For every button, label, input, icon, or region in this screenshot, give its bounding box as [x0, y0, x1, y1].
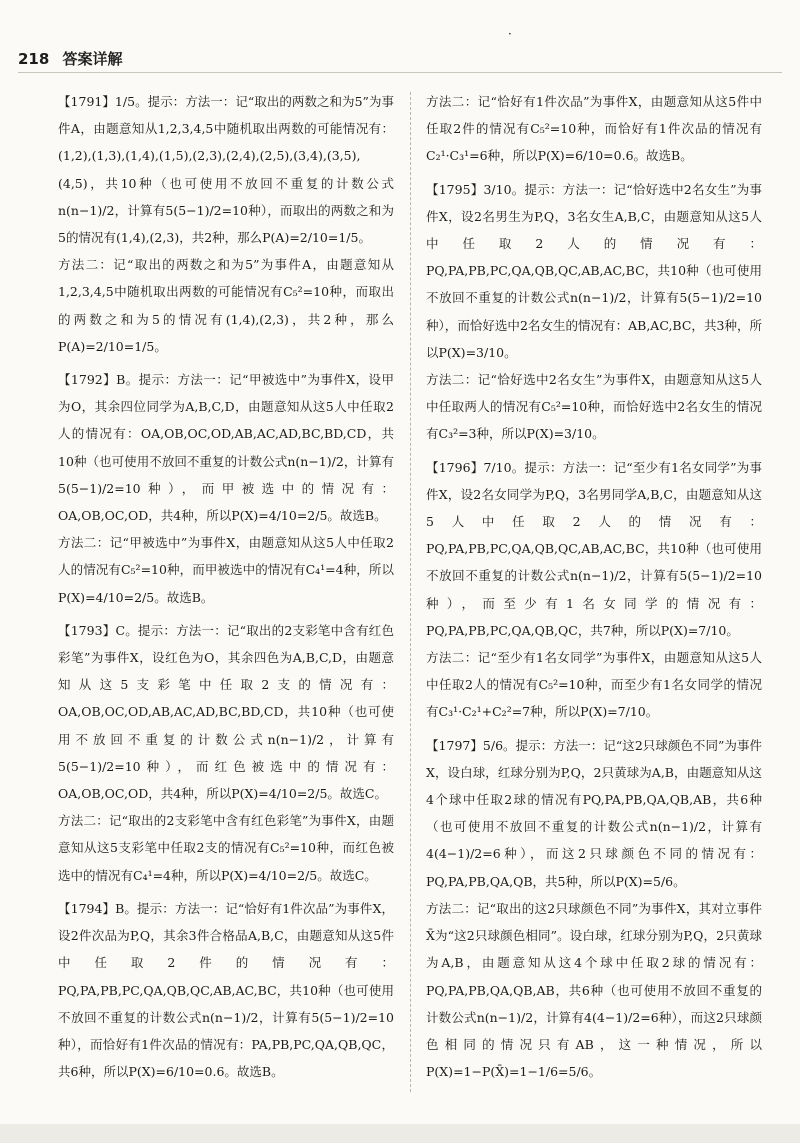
answer-paragraph: 方法二：记“取出的2支彩笔中含有红色彩笔”为事件X，由题意知从这5支彩笔中任取2支的情况有C₅²=10种，而红色被选中的情况有C₄¹=4种，所以P(X)=4/10=2/5。故选C。: [58, 813, 394, 883]
answer-paragraph: 【1795】3/10。提示：方法一：记“恰好选中2名女生”为事件X，设2名男生为P,Q，3名女生A,B,C，由题意知从这5人中任取2人的情况有：PQ,PA,PB,PC,QA,QB,QC,AB,AC,BC，共10种（也可使用不放回不重复的计数公式n(n−1)/2，计算有5(5−1)/2=10种），而恰好选中2名女生的情况有：AB,AC,BC，共3种，所以P(X)=3/10。: [426, 181, 762, 360]
answer-paragraph: 【1797】5/6。提示：方法一：记“这2只球颜色不同”为事件X，设白球，红球分别为P,Q，2只黄球为A,B，由题意知从这4个球中任取2球的情况有PQ,PA,PB,QA,QB,AB，共6种（也可使用不放回不重复的计数公式n(n−1)/2，计算有4(4−1)/2=6种），而这2只球颜色不同的情况有：PQ,PA,PB,QA,QB，共5种，所以P(X)=5/6。: [426, 737, 762, 889]
answer-paragraph: 【1792】B。提示：方法一：记“甲被选中”为事件X，设甲为O，其余四位同学为A,B,C,D，由题意知从这5人中任取2人的情况有：OA,OB,OC,OD,AB,AC,AD,BC,BD,CD，共10种（也可使用不放回不重复的计数公式n(n−1)/2，计算有5(5−1)/2=10种），而甲被选中的情况有：OA,OB,OC,OD，共4种，所以P(X)=4/10=2/5。故选B。: [58, 372, 394, 524]
answer-paragraph: 【1791】1/5。提示：方法一：记“取出的两数之和为5”为事件A，由题意知从1,2,3,4,5中随机取出两数的可能情况有：(1,2),(1,3),(1,4),(1,5),(2,3),(2,4),(2,5),(3,4),(3,5),(4,5)，共10种（也可使用不放回不重复的计数公式n(n−1)/2，计算有5(5−1)/2=10种），而取出的两数之和为5的情况有(1,4),(2,3)，共2种，那么P(A)=2/10=1/5。: [58, 94, 394, 246]
answer-entry-1794-cont: [426, 88, 762, 170]
header-rule: [18, 72, 782, 73]
answer-entry-1793: [58, 617, 394, 889]
left-column: [58, 88, 394, 1085]
column-divider: [410, 92, 411, 1092]
page-header: [18, 48, 123, 69]
answer-paragraph: 方法二：记“取出的这2只球颜色不同”为事件X，其对立事件X̄为“这2只球颜色相同”。设白球，红球分别为P,Q，2只黄球为A,B，由题意知从这4个球中任取2球的情况有：PQ,PA,PB,QA,QB,AB，共6种（也可使用不放回不重复的计数公式n(n−1)/2，计算有4(4−1)/2=6种），而这2只球颜色相同的情况只有AB，这一种情况，所以P(X)=1−P(X̄)=1−1/6=5/6。: [426, 900, 762, 1080]
answer-entry-1791: [58, 88, 394, 360]
page-mark: ·: [508, 27, 512, 41]
section-title: 答案详解: [62, 50, 123, 68]
page-number: 218: [18, 50, 50, 68]
answer-entry-1792: [58, 366, 394, 611]
answer-paragraph: 方法二：记“至少有1名女同学”为事件X，由题意知从这5人中任取2人的情况有C₅²=10种，而至少有1名女同学的情况有C₃¹·C₂¹+C₂²=7种，所以P(X)=7/10。: [426, 650, 762, 720]
answer-paragraph: 方法二：记“恰好选中2名女生”为事件X，由题意知从这5人中任取两人的情况有C₅²=10种，而恰好选中2名女生的情况有C₃²=3种，所以P(X)=3/10。: [426, 372, 762, 442]
answer-entry-1796: [426, 454, 762, 726]
page-bottom-band: [0, 1124, 800, 1143]
answer-paragraph: 【1794】B。提示：方法一：记“恰好有1件次品”为事件X，设2件次品为P,Q，其余3件合格品A,B,C，由题意知从这5件中任取2件的情况有：PQ,PA,PB,PC,QA,QB,QC,AB,AC,BC，共10种（也可使用不放回不重复的计数公式n(n−1)/2，计算有5(5−1)/2=10种），而恰好有1件次品的情况有：PA,PB,PC,QA,QB,QC，共6种，所以P(X)=6/10=0.6。故选B。: [58, 900, 394, 1080]
answer-paragraph: 方法二：记“恰好有1件次品”为事件X，由题意知从这5件中任取2件的情况有C₅²=10种，而恰好有1件次品的情况有C₂¹·C₃¹=6种，所以P(X)=6/10=0.6。故选B。: [426, 94, 762, 164]
answer-paragraph: 方法二：记“取出的两数之和为5”为事件A，由题意知从1,2,3,4,5中随机取出两数的可能情况有C₅²=10种，而取出的两数之和为5的情况有(1,4),(2,3)，共2种，那么P(A)=2/10=1/5。: [58, 257, 394, 354]
answer-paragraph: 【1793】C。提示：方法一：记“取出的2支彩笔中含有红色彩笔”为事件X，设红色为O，其余四色为A,B,C,D，由题意知从这5支彩笔中任取2支的情况有：OA,OB,OC,OD,AB,AC,AD,BC,BD,CD，共10种（也可使用不放回不重复的计数公式n(n−1)/2，计算有5(5−1)/2=10种），而红色被选中的情况有：OA,OB,OC,OD，共4种，所以P(X)=4/10=2/5。故选C。: [58, 622, 394, 802]
right-column: [426, 88, 762, 1085]
answer-entry-1795: [426, 176, 762, 448]
answer-paragraph: 方法二：记“甲被选中”为事件X，由题意知从这5人中任取2人的情况有C₅²=10种，而甲被选中的情况有C₄¹=4种，所以P(X)=4/10=2/5。故选B。: [58, 535, 394, 605]
answer-paragraph: 【1796】7/10。提示：方法一：记“至少有1名女同学”为事件X，设2名女同学为P,Q，3名男同学A,B,C，由题意知从这5人中任取2人的情况有：PQ,PA,PB,PC,QA,QB,QC,AB,AC,BC，共10种（也可使用不放回不重复的计数公式n(n−1)/2，计算有5(5−1)/2=10种），而至少有1名女同学的情况有：PQ,PA,PB,PC,QA,QB,QC，共7种，所以P(X)=7/10。: [426, 459, 762, 638]
answer-entry-1797: [426, 732, 762, 1086]
answer-entry-1794: [58, 895, 394, 1085]
